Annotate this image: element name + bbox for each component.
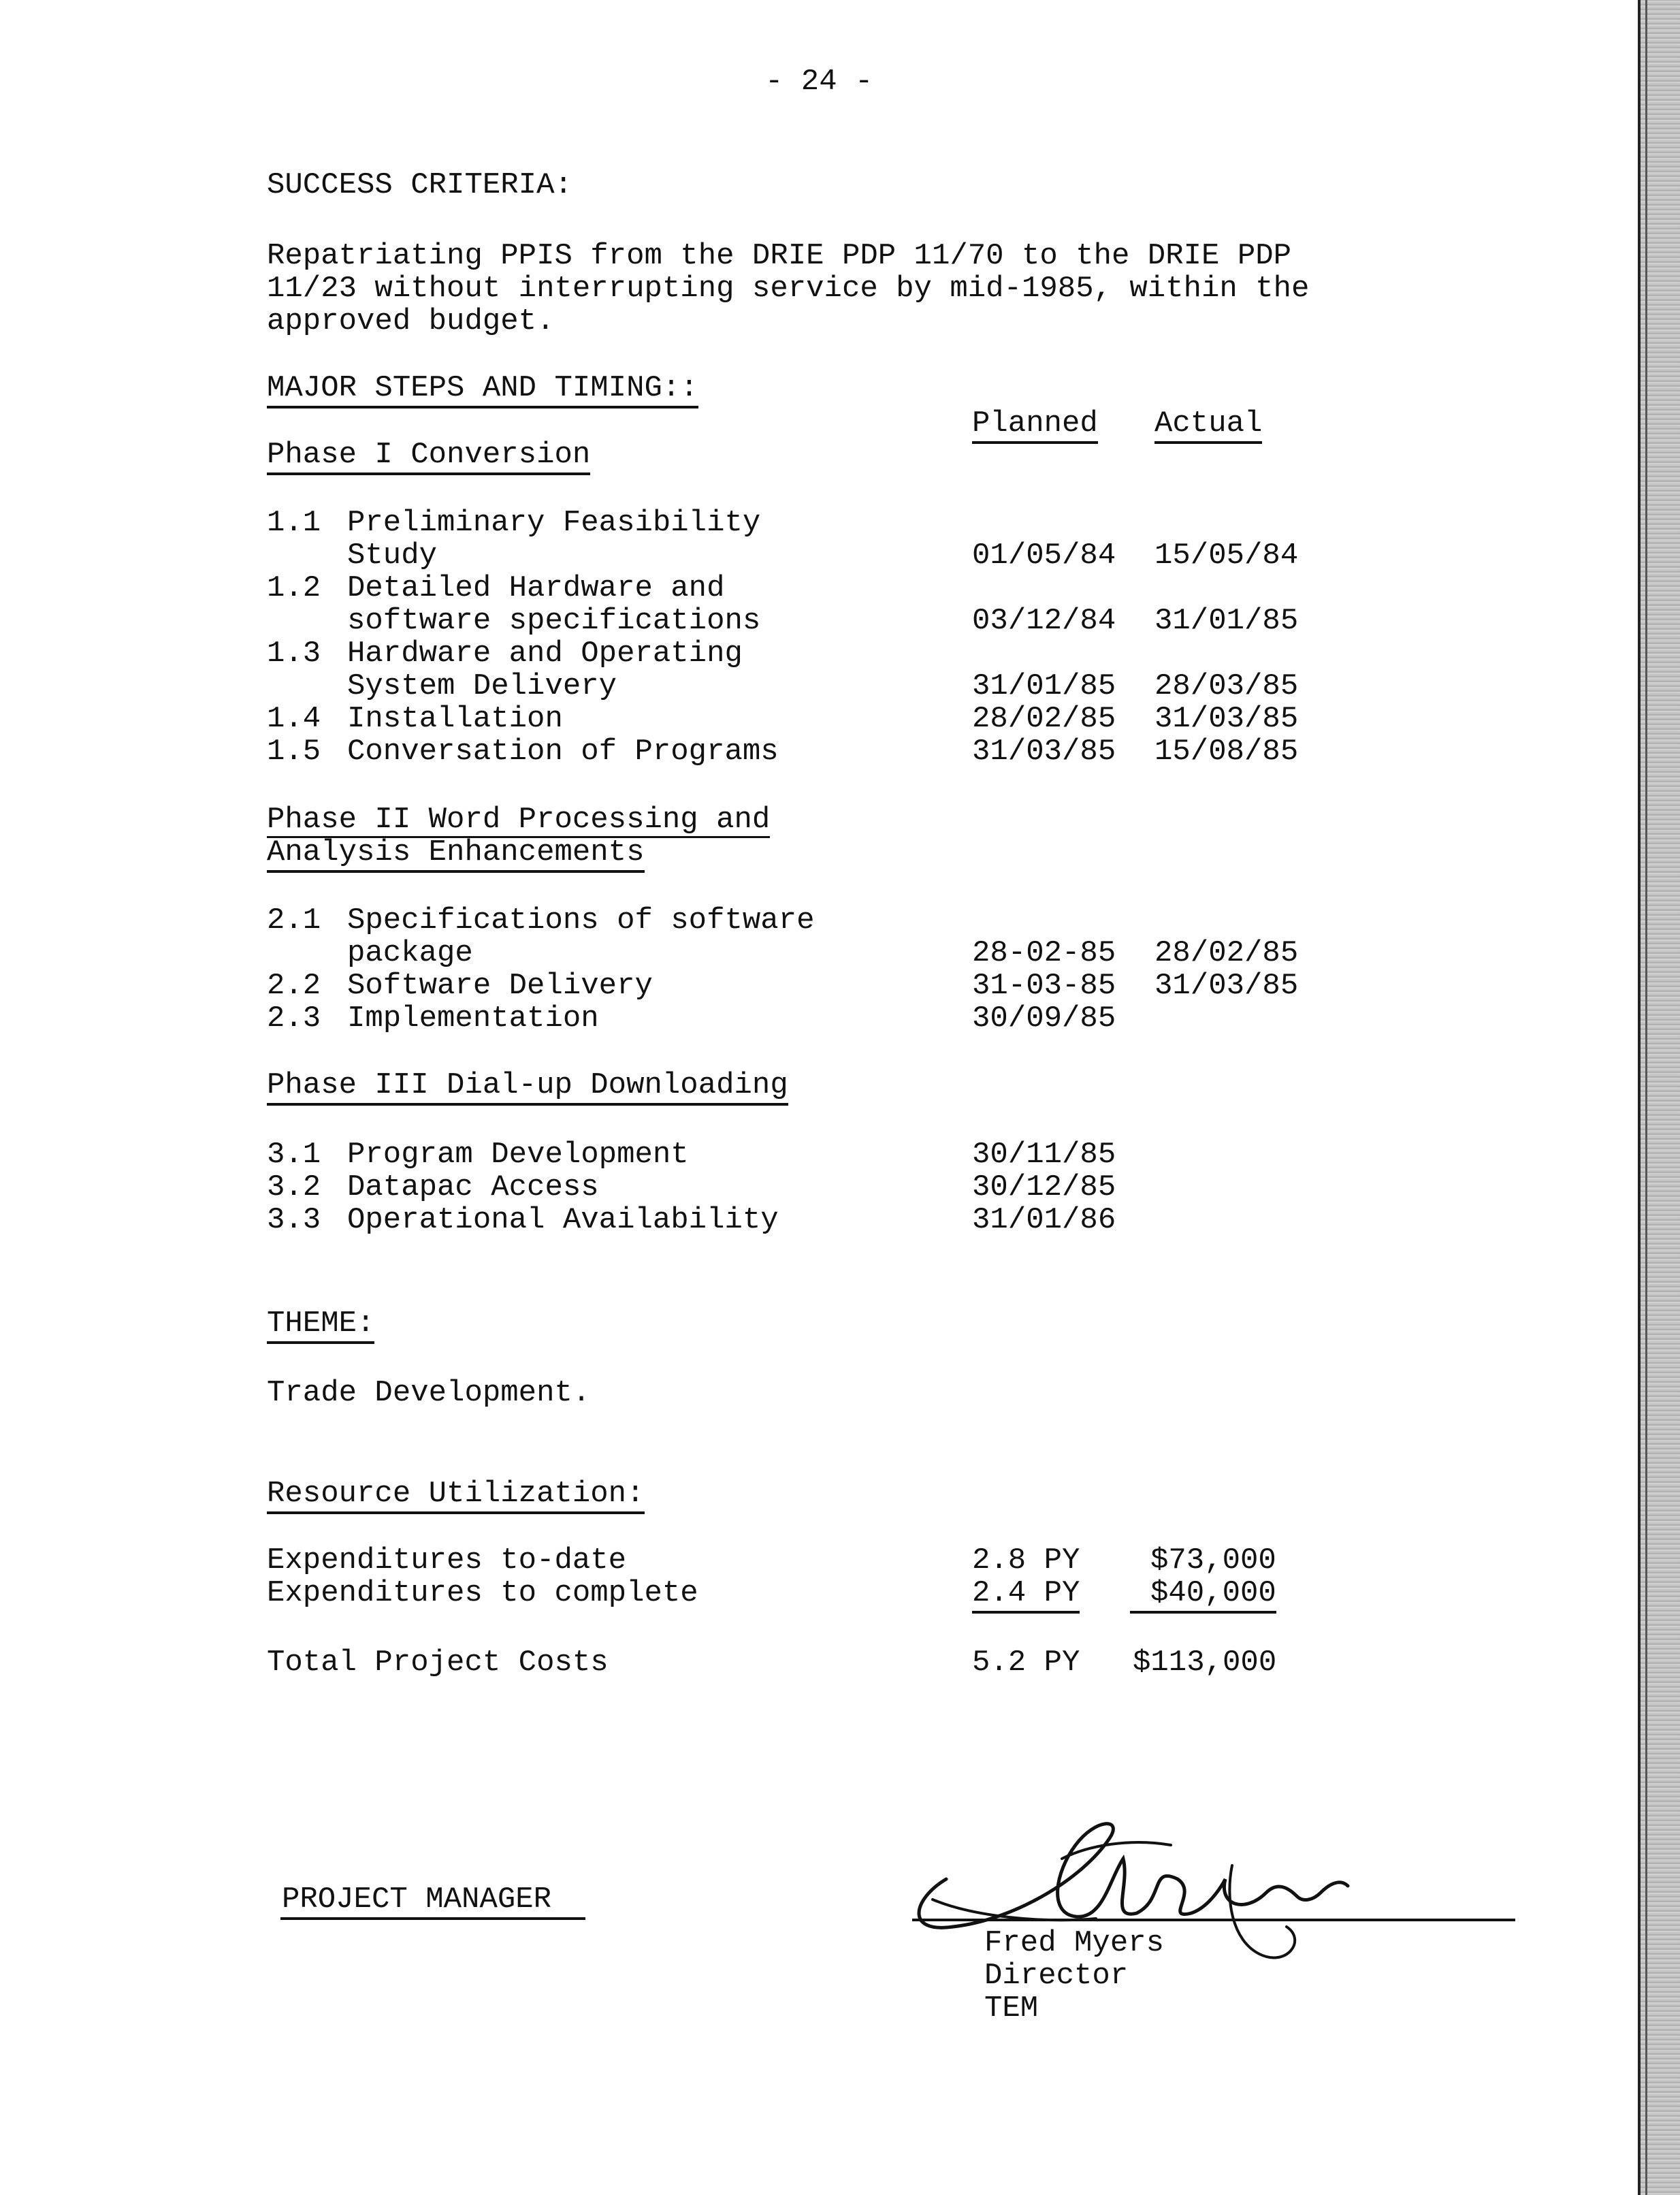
step-1-4-planned: 28/02/85 — [972, 702, 1116, 736]
step-1-4-actual: 31/03/85 — [1154, 702, 1299, 736]
step-2-1-number: 2.1 — [267, 903, 321, 938]
success-criteria-line-3: approved budget. — [267, 304, 555, 338]
step-3-2-number: 3.2 — [267, 1170, 321, 1204]
step-1-2-planned: 03/12/84 — [972, 604, 1116, 638]
step-1-3-label: Hardware and Operating — [347, 637, 743, 671]
step-1-3-actual: 28/03/85 — [1154, 669, 1299, 703]
step-1-2-label-cont: software specifications — [347, 604, 761, 638]
step-3-2-label: Datapac Access — [347, 1170, 599, 1204]
step-1-4-label: Installation — [347, 702, 563, 736]
step-1-5-planned: 31/03/85 — [972, 735, 1116, 769]
step-3-2-planned: 30/12/85 — [972, 1170, 1116, 1204]
step-1-3-label-cont: System Delivery — [347, 669, 617, 703]
phase-2-title: Phase II Word Processing and — [267, 803, 771, 837]
column-actual-header: Actual — [1154, 407, 1262, 444]
signer-unit: TEM — [984, 1991, 1039, 2025]
step-2-1-label: Specifications of software — [347, 903, 815, 938]
step-1-5-actual: 15/08/85 — [1154, 735, 1299, 769]
phase-3-title: Phase III Dial-up Downloading — [267, 1069, 788, 1106]
project-manager-underline — [280, 1917, 585, 1920]
signer-title: Director — [984, 1959, 1129, 1993]
step-1-5-number: 1.5 — [267, 735, 321, 769]
total-row-label: Total Project Costs — [267, 1646, 609, 1680]
signature-line — [912, 1919, 1515, 1921]
resource-row-cost: $73,000 — [1150, 1543, 1276, 1577]
step-2-2-planned: 31-03-85 — [972, 969, 1116, 1003]
major-steps-heading: MAJOR STEPS AND TIMING:: — [267, 372, 698, 408]
step-1-2-label: Detailed Hardware and — [347, 571, 725, 605]
step-1-1-label: Preliminary Feasibility — [347, 506, 761, 540]
project-manager-label: PROJECT MANAGER — [282, 1882, 552, 1917]
step-1-1-number: 1.1 — [267, 506, 321, 540]
step-2-3-planned: 30/09/85 — [972, 1002, 1116, 1036]
step-1-5-label: Conversation of Programs — [347, 735, 779, 769]
page-number: - 24 - — [765, 65, 873, 99]
resource-row-cost: $40,000 — [1130, 1577, 1276, 1614]
step-2-3-number: 2.3 — [267, 1002, 321, 1036]
step-2-1-label-cont: package — [347, 936, 473, 970]
signer-name: Fred Myers — [984, 1926, 1165, 1960]
step-2-1-actual: 28/02/85 — [1154, 936, 1299, 970]
success-criteria-line-1: Repatriating PPIS from the DRIE PDP 11/70 to the DRIE PDP — [267, 239, 1292, 273]
resource-utilization-heading: Resource Utilization: — [267, 1477, 645, 1514]
step-2-3-label: Implementation — [347, 1002, 599, 1036]
step-3-1-label: Program Development — [347, 1138, 689, 1172]
step-2-2-actual: 31/03/85 — [1154, 969, 1299, 1003]
theme-text: Trade Development. — [267, 1376, 591, 1410]
step-3-3-label: Operational Availability — [347, 1203, 779, 1237]
step-3-3-planned: 31/01/86 — [972, 1203, 1116, 1237]
theme-heading: THEME: — [267, 1307, 374, 1344]
total-row-py: 5.2 PY — [972, 1646, 1080, 1680]
step-1-3-number: 1.3 — [267, 637, 321, 671]
step-2-1-planned: 28-02-85 — [972, 936, 1116, 970]
step-3-1-number: 3.1 — [267, 1138, 321, 1172]
resource-row-label: Expenditures to-date — [267, 1543, 627, 1577]
step-3-3-number: 3.3 — [267, 1203, 321, 1237]
success-criteria-line-2: 11/23 without interrupting service by mid-1985, within the — [267, 272, 1310, 306]
resource-row-label: Expenditures to complete — [267, 1576, 698, 1610]
step-1-1-planned: 01/05/84 — [972, 539, 1116, 573]
scanned-page-edge-line — [1645, 0, 1647, 2195]
phase-1-title: Phase I Conversion — [267, 438, 590, 475]
step-1-4-number: 1.4 — [267, 702, 321, 736]
step-1-2-number: 1.2 — [267, 571, 321, 605]
scanned-page-edge — [1638, 0, 1680, 2195]
success-criteria-heading: SUCCESS CRITERIA: — [267, 168, 572, 202]
step-1-1-actual: 15/05/84 — [1154, 539, 1299, 573]
step-1-3-planned: 31/01/85 — [972, 669, 1116, 703]
resource-row-py: 2.8 PY — [972, 1543, 1080, 1577]
step-2-2-number: 2.2 — [267, 969, 321, 1003]
step-3-1-planned: 30/11/85 — [972, 1138, 1116, 1172]
step-1-1-label-cont: Study — [347, 539, 438, 573]
phase-2-title-cont: Analysis Enhancements — [267, 836, 645, 873]
step-1-2-actual: 31/01/85 — [1154, 604, 1299, 638]
resource-row-py: 2.4 PY — [972, 1577, 1080, 1614]
total-row-cost: $113,000 — [1133, 1646, 1277, 1680]
column-planned-header: Planned — [972, 407, 1098, 444]
step-2-2-label: Software Delivery — [347, 969, 653, 1003]
